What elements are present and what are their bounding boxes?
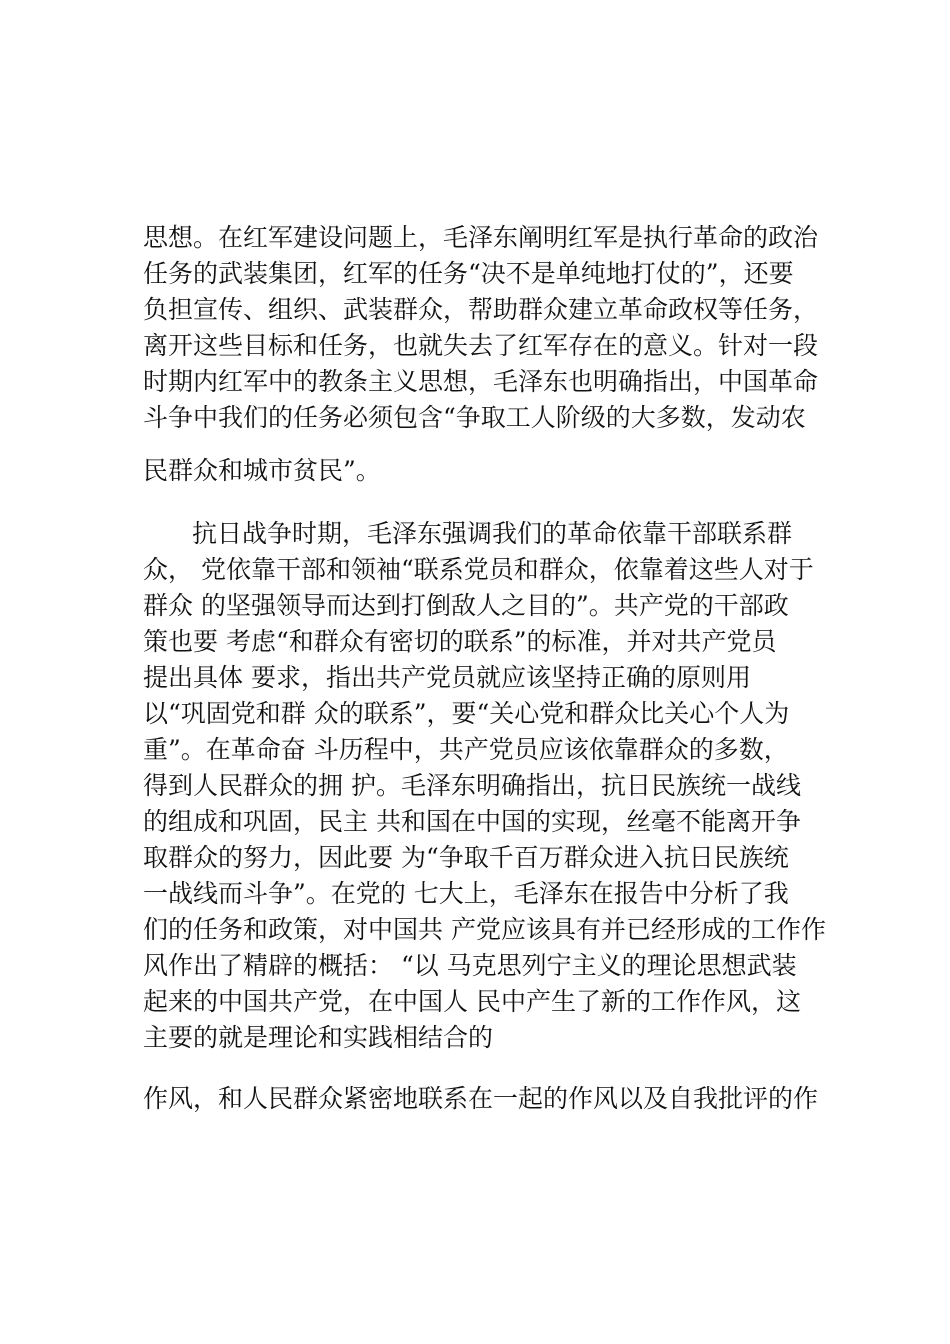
text-line: 策也要 考虑“和群众有密切的联系”的标准，并对共产党员 bbox=[143, 627, 777, 656]
text-line: 一战线而斗争”。在党的 七大上，毛泽东在报告中分析了我 bbox=[143, 879, 789, 908]
text-line: 民群众和城市贫民”。 bbox=[143, 456, 381, 485]
text-line: 任务的武装集团，红军的任务“决不是单纯地打仗的”，还要 bbox=[143, 259, 794, 288]
text-line: 取群众的努力，因此要 为“争取千百万群众进入抗日民族统 bbox=[143, 843, 789, 872]
text-line: 主要的就是理论和实践相结合的 bbox=[143, 1023, 494, 1052]
text-line: 重”。在革命奋 斗历程中，共产党员应该依靠群众的多数， bbox=[143, 735, 789, 764]
text-line: 风作出了精辟的概括： “以 马克思列宁主义的理论思想武装 bbox=[143, 951, 797, 980]
text-line: 思想。在红军建设问题上，毛泽东阐明红军是执行革命的政治 bbox=[143, 223, 819, 252]
text-line: 作风，和人民群众紧密地联系在一起的作风以及自我批评的作 bbox=[143, 1084, 819, 1113]
text-line: 时期内红军中的教条主义思想，毛泽东也明确指出，中国革命 bbox=[143, 367, 819, 396]
text-line: 负担宣传、组织、武装群众，帮助群众建立革命政权等任务， bbox=[143, 295, 819, 324]
text-line: 的组成和巩固，民主 共和国在中国的实现，丝毫不能离开争 bbox=[143, 807, 801, 836]
text-line: 抗日战争时期，毛泽东强调我们的革命依靠干部联系群 bbox=[192, 519, 793, 548]
text-line: 提出具体 要求，指出共产党员就应该坚持正确的原则用 bbox=[143, 663, 751, 692]
text-line: 斗争中我们的任务必须包含“争取工人阶级的大多数，发动农 bbox=[143, 403, 806, 432]
text-line: 得到人民群众的拥 护。毛泽东明确指出，抗日民族统一战线 bbox=[143, 771, 801, 800]
text-line: 起来的中国共产党，在中国人 民中产生了新的工作作风，这 bbox=[143, 987, 801, 1016]
text-line: 离开这些目标和任务，也就失去了红军存在的意义。针对一段 bbox=[143, 331, 819, 360]
text-line: 众， 党依靠干部和领袖“联系党员和群众，依靠着这些人对于 bbox=[143, 555, 814, 584]
text-line: 群众 的坚强领导而达到打倒敌人之目的”。共产党的干部政 bbox=[143, 591, 789, 620]
text-line: 以“巩固党和群 众的联系”，要“关心党和群众比关心个人为 bbox=[143, 699, 790, 728]
text-line: 们的任务和政策，对中国共 产党应该具有并已经形成的工作作 bbox=[143, 915, 826, 944]
